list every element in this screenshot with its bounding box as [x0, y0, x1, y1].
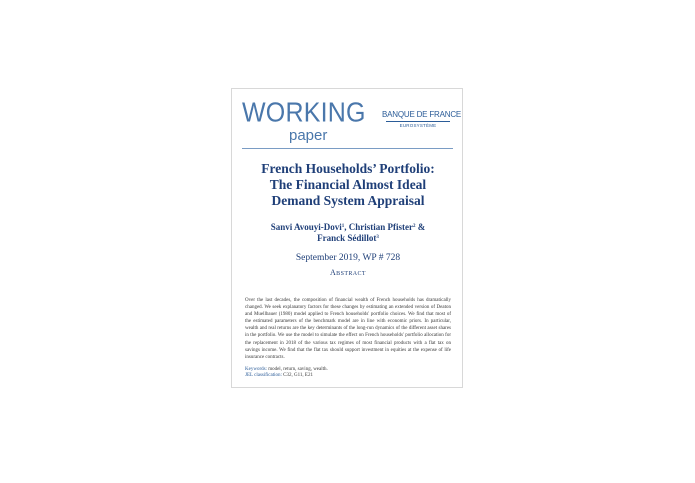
abstract-text: Over the last decades, the composition of financial wealth of French households has dramatically changed. We seek explanatory factors for these changes by estimating an extended version of Deaton and Muellbauer (1980) model applied to French households' portfolio choices. We find that most of the estimated parameters of the benchmark model are in line with economic priors. In particular, wealth and real returns are the key determinants of the long-run dynamics of the different asset shares in the portfolio. We use the model to simulate the effect on French households' portfolio allocation for the replacement in 2018 of the various tax regimes of most financial products with a flat tax on savings income. We find that the flat tax should support investment in equities at the expense of life insurance contracts.: [245, 298, 451, 360]
author-separator: &: [415, 222, 426, 232]
cover-header: [232, 89, 462, 147]
author-name: Sanvi Avouyi-Dovi: [270, 222, 342, 232]
publication-date: September 2019, WP # 728: [295, 253, 401, 263]
series-word-paper: paper: [289, 127, 328, 144]
abstract-heading: Abstract: [330, 268, 366, 277]
publisher-name: BANQUE DE FRANCE: [382, 110, 462, 119]
author-footnote-marker: 2: [413, 224, 416, 229]
title-line-3: Demand System Appraisal: [271, 193, 425, 208]
publisher-subtitle: EUROSYSTÈME: [399, 123, 437, 128]
header-divider: [242, 148, 453, 149]
author-name: Franck Sédillot: [317, 233, 377, 243]
abstract-section: [245, 297, 451, 380]
author-name: Christian Pfister: [348, 222, 414, 232]
jel-value: C32, G11, E21: [281, 373, 313, 379]
jel-label: JEL classification:: [245, 373, 282, 379]
paper-cover-page: [231, 88, 463, 388]
author-footnote-marker: 3: [376, 235, 379, 240]
series-word-working: WORKING: [242, 96, 366, 129]
author-list: [245, 222, 451, 244]
title-line-2: The Financial Almost Ideal: [269, 177, 427, 192]
keywords-label: Keywords:: [245, 366, 267, 372]
author-separator: ,: [344, 222, 349, 232]
banque-de-france-logo: [382, 110, 462, 129]
title-line-1: French Households’ Portfolio:: [261, 161, 435, 176]
keywords-value: model, return, saving, wealth.: [266, 366, 328, 372]
keywords-block: [245, 367, 451, 380]
logo-rule: [386, 121, 450, 122]
paper-title: [245, 161, 451, 209]
title-block: [245, 161, 451, 278]
author-footnote-marker: 1: [341, 224, 345, 229]
